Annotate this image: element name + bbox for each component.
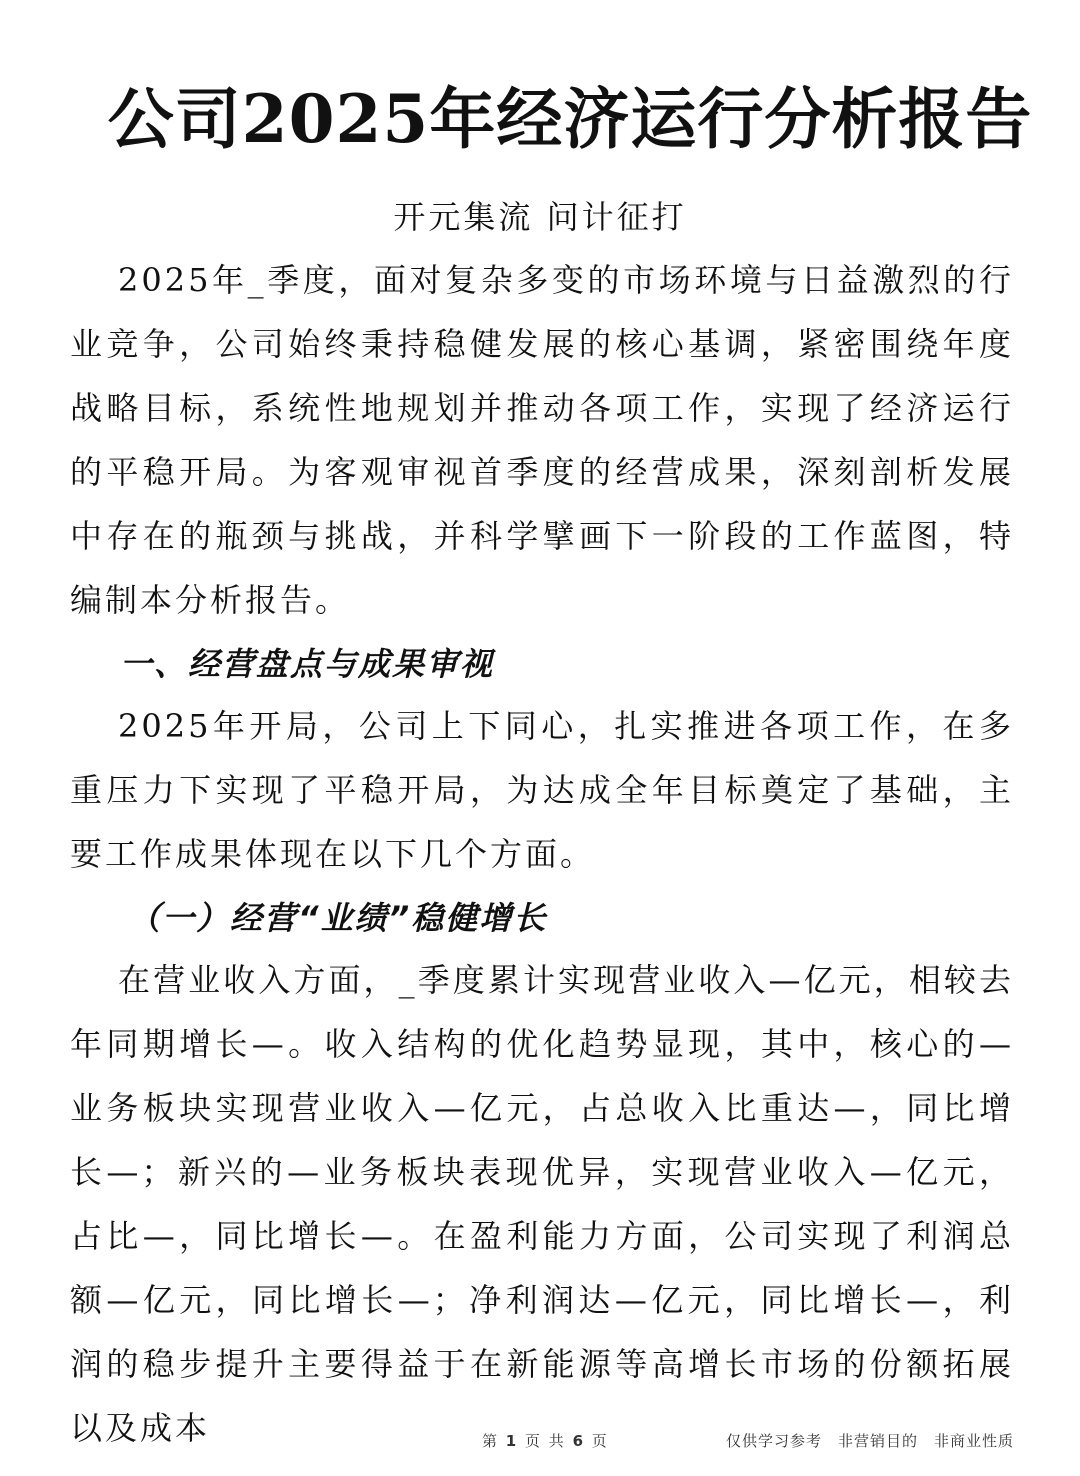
- footer-notice: 仅供学习参考 非营销目的 非商业性质: [725, 1432, 1014, 1450]
- subsection1-paragraph: 在营业收入方面，_季度累计实现营业收入—亿元，相较去年同期增长—。收入结构的优化趋势显现，其中，核心的—业务板块实现营业收入—亿元，占总收入比重达—，同比增长—；新兴的—业务板块表现优异，实现营业收入—亿元，占比—，同比增长—。在盈利能力方面，公司实现了利润总额—亿元，同比增长—；净利润达—亿元，同比增长—，利润的稳步提升主要得益于在新能源等高增长市场的份额拓展以及成本: [70, 961, 1014, 1447]
- document-author: 开元集流 问计征打: [393, 198, 687, 236]
- page-total: 6: [572, 1432, 586, 1450]
- intro-paragraph: 2025年_季度，面对复杂多变的市场环境与日益激烈的行业竞争，公司始终秉持稳健发展的核心基调，紧密围绕年度战略目标，系统性地规划并推动各项工作，实现了经济运行的平稳开局。为客观审视首季度的经营成果，深刻剖析发展中存在的瓶颈与挑战，并科学擘画下一阶段的工作蓝图，特编制本分析报告。: [70, 261, 1014, 619]
- page-number: [482, 1430, 609, 1451]
- page-suffix: 页: [591, 1432, 609, 1450]
- page-prefix: 第: [482, 1432, 500, 1450]
- page-current: 1: [505, 1432, 519, 1450]
- subsection-heading-1: （一）经营“业绩”稳健增长: [128, 899, 548, 937]
- section-heading-1: 一、经营盘点与成果审视: [120, 645, 495, 683]
- page-mid: 页 共: [525, 1432, 566, 1450]
- document-title: 公司2025年经济运行分析报告: [107, 80, 1033, 158]
- page-footer: [0, 1430, 1080, 1454]
- section1-paragraph: 2025年开局，公司上下同心，扎实推进各项工作，在多重压力下实现了平稳开局，为达成全年目标奠定了基础，主要工作成果体现在以下几个方面。: [70, 707, 1014, 873]
